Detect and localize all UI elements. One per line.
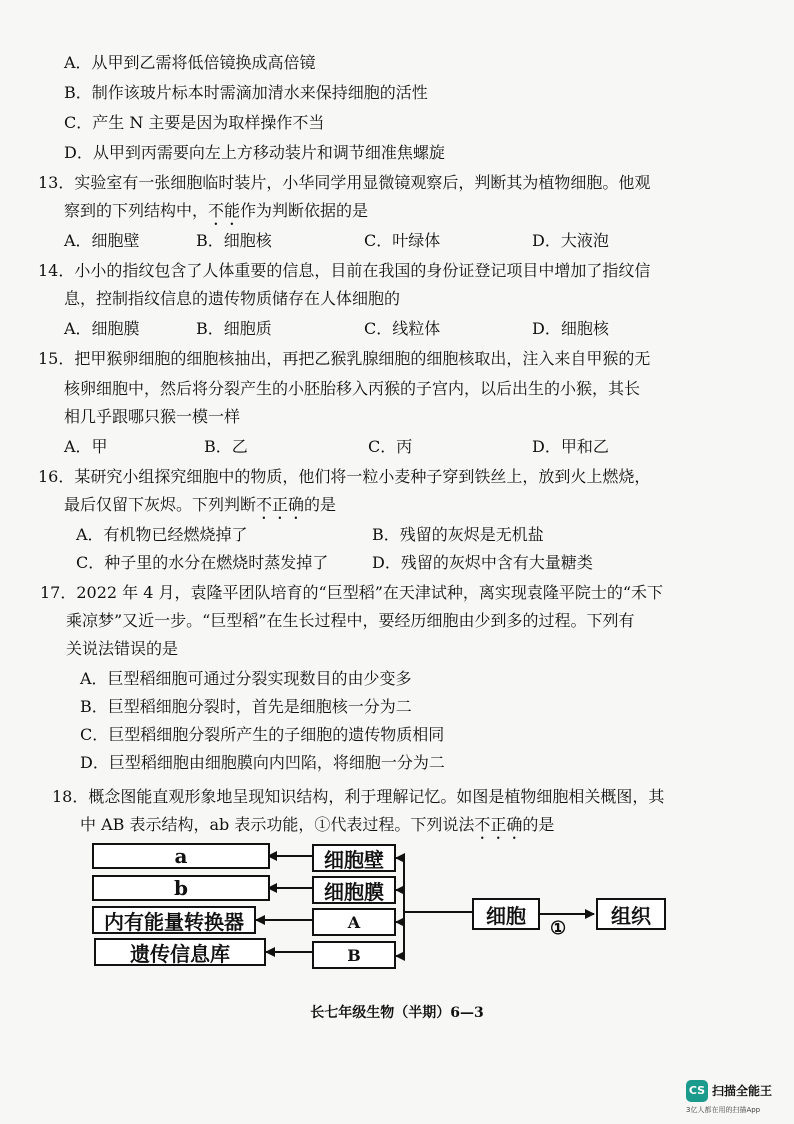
q15-option-d: D．甲和乙 [532,437,609,456]
function-box-b: b [92,875,270,901]
q16-stem-line2: 最后仅留下灰烬。下列判断不正确的是 [64,495,337,514]
q15-stem-line2: 核卵细胞中，然后将分裂产生的小胚胎移入丙猴的子宫内，以后出生的小猴，其长 [64,379,641,398]
process-label: ① [550,918,567,939]
structure-box-cell-membrane: 细胞膜 [312,876,396,904]
q15-option-b: B．乙 [204,437,248,456]
q12-option-d: D．从甲到丙需要向左上方移动装片和调节细准焦螺旋 [64,143,445,162]
q17-stem-line2: 乘凉梦”又近一步。“巨型稻”在生长过程中，要经历细胞由少到多的过程。下列有 [66,611,635,630]
structure-box-B: B [312,941,396,969]
q17-option-b: B．巨型稻细胞分裂时，首先是细胞核一分为二 [80,697,412,716]
q18-emphasis: 不正确 [474,815,523,834]
q14-option-d: D．细胞核 [532,319,609,338]
q13-option-c: C．叶绿体 [364,231,441,250]
q16-option-c: C．种子里的水分在燃烧时蒸发掉了 [76,553,329,572]
watermark-name: 扫描全能王 [712,1084,773,1098]
cell-box: 细胞 [472,898,540,930]
q13-option-d: D．大液泡 [532,231,609,250]
q14-stem-line1: 14．小小的指纹包含了人体重要的信息，目前在我国的身份证登记项目中增加了指纹信 [38,261,651,280]
q15-option-a: A．甲 [64,437,108,456]
camscanner-logo-icon: CS [686,1080,708,1102]
q13-stem-line1: 13．实验室有一张细胞临时装片，小华同学用显微镜观察后，判断其为植物细胞。他观 [38,173,651,192]
q17-option-c: C．巨型稻细胞分裂所产生的子细胞的遗传物质相同 [80,725,445,744]
q15-stem-line1: 15．把甲猴卵细胞的细胞核抽出，再把乙猴乳腺细胞的细胞核取出，注入来自甲猴的无 [38,349,651,368]
tissue-box: 组织 [596,898,666,930]
q16-emphasis: 不正确 [256,495,305,514]
function-box-energy-converter: 内有能量转换器 [92,906,256,934]
q18-stem-line1: 18．概念图能直观形象地呈现知识结构，利于理解记忆。如图是植物细胞相关概图，其 [52,787,665,806]
q17-option-a: A．巨型稻细胞可通过分裂实现数目的由少变多 [80,669,412,688]
q12-option-a: A．从甲到乙需将低倍镜换成高倍镜 [64,53,316,72]
q12-option-c: C．产生 N 主要是因为取样操作不当 [64,113,325,132]
q16-stem-line1: 16．某研究小组探究细胞中的物质，他们将一粒小麦种子穿到铁丝上，放到火上燃烧， [38,467,651,486]
q14-option-a: A．细胞膜 [64,319,140,338]
q16-option-d: D．残留的灰烬中含有大量糖类 [372,553,593,572]
q12-option-b: B．制作该玻片标本时需滴加清水来保持细胞的活性 [64,83,428,102]
q14-stem-line2: 息，控制指纹信息的遗传物质储存在人体细胞的 [64,289,401,308]
structure-box-A: A [312,908,396,936]
q15-option-c: C．丙 [368,437,413,456]
q17-stem-line1: 17．2022 年 4 月，袁隆平团队培育的“巨型稻”在天津试种，离实现袁隆平院士的“禾下 [40,583,664,602]
watermark-tagline: 3亿人都在用的扫描App [686,1106,761,1114]
q17-stem-line3: 关说法错误的是 [66,639,179,658]
function-box-a: a [92,843,270,869]
q16-option-b: B．残留的灰烬是无机盐 [372,525,544,544]
q15-stem-line3: 相几乎跟哪只猴一模一样 [64,407,241,426]
q13-option-a: A．细胞壁 [64,231,140,250]
q13-stem-line2: 察到的下列结构中，不能作为判断依据的是 [64,201,369,220]
q16-option-a: A．有机物已经燃烧掉了 [76,525,248,544]
function-box-genetic-library: 遗传信息库 [94,938,266,966]
q13-emphasis: 不能 [208,201,241,220]
q14-option-c: C．线粒体 [364,319,441,338]
page-footer: 长七年级生物（半期）6—3 [310,1005,484,1021]
q13-option-b: B．细胞核 [196,231,272,250]
q18-stem-line2: 中 AB 表示结构，ab 表示功能，①代表过程。下列说法不正确的是 [80,815,555,834]
structure-box-cell-wall: 细胞壁 [312,844,396,872]
q17-option-d: D．巨型稻细胞由细胞膜向内凹陷，将细胞一分为二 [80,753,445,772]
q14-option-b: B．细胞质 [196,319,272,338]
